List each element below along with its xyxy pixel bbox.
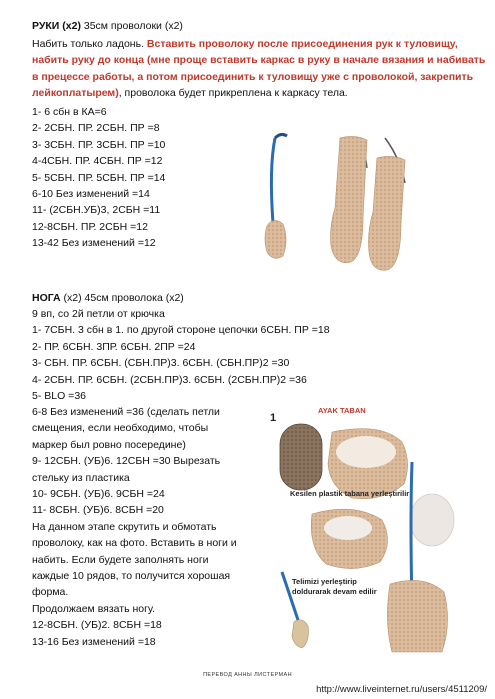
- legs-heading-rest: (х2) 45см проволока (х2): [60, 292, 184, 304]
- arms-row: 6-10 Без изменений =14: [32, 188, 150, 201]
- legs-row: маркер был ровно посередине): [32, 438, 186, 451]
- arms-heading: [32, 18, 183, 34]
- legs-rows-narrow: [32, 404, 257, 650]
- legs-row: 11- 8СБН. (УБ)6. 8СБН =20: [32, 504, 164, 517]
- arms-intro-red-1: Вставить проволоку после присоединения рук к туловищу,: [146, 38, 458, 50]
- kesilen-label: Kesilen plastik tabana yerleştirilir: [290, 489, 410, 498]
- arm-piece: [369, 156, 406, 270]
- telimizi-label-2: doldurarak devam edilir: [292, 587, 377, 596]
- legs-heading: [32, 290, 184, 306]
- legs-row: 1- 7СБН. 3 сбн в 1. по другой стороне цепочки 6СБН. ПР =18: [32, 324, 330, 337]
- arms-row: 11- (2СБН.УБ)3, 2СБН =11: [32, 204, 161, 217]
- arms-row: 4-4СБН. ПР. 4СБН. ПР =12: [32, 155, 163, 168]
- legs-row: стельку из пластика: [32, 471, 130, 484]
- telimizi-label-1: Telimizi yerleştirip: [292, 577, 357, 586]
- arms-intro-prefix: Набить только ладонь.: [32, 38, 147, 50]
- legs-photo: [262, 402, 467, 657]
- legs-row: каждые 10 рядов, то получится хорошая: [32, 570, 231, 583]
- legs-row: 13-16 Без изменений =18: [32, 635, 156, 648]
- arms-row: 3- 3СБН. ПР. 3СБН. ПР =10: [32, 138, 166, 151]
- photo-number: 1: [270, 412, 277, 424]
- arms-intro-red-3: в прецессе работы, а потом присоединить к туловищу уже с проволокой, закрепить: [32, 70, 474, 83]
- legs-row: На данном этапе скрутить и обмотать: [32, 520, 217, 533]
- arms-intro-red-2: набить руку до конца (мне проще вставить каркас в руку в начале вязания и набивать: [32, 54, 486, 67]
- arms-row: 12-8СБН. ПР. 2СБН =12: [32, 220, 148, 233]
- legs-row: 3- СБН. ПР. 6СБН. (СБН.ПР)3. 6СБН. (СБН.ПР)2 =30: [32, 357, 290, 370]
- legs-row: 9 вп, со 2й петли от крючка: [32, 308, 165, 320]
- arms-rows: [32, 104, 252, 252]
- legs-row: 9- 12СБН. (УБ)6. 12СБН =30 Вырезать: [32, 455, 221, 468]
- arms-heading-rest: 35см проволоки (х2): [80, 20, 183, 32]
- arms-intro-suffix: , проволока будет прикреплена к каркасу тела.: [118, 87, 348, 100]
- wire-left: [271, 138, 275, 223]
- translator-credit: ПЕРЕВОД АННЫ ЛИСТЕРМАН: [203, 672, 292, 678]
- arms-intro: [32, 36, 486, 102]
- tape-end: [292, 620, 308, 648]
- stuffed-leg: [387, 580, 447, 652]
- arms-photo: [255, 128, 435, 278]
- arm-piece: [331, 136, 368, 262]
- legs-row: 2- ПР. 6СБН. 3ПР. 6СБН. 2ПР =24: [32, 340, 196, 353]
- arms-row: 2- 2СБН. ПР. 2СБН. ПР =8: [32, 122, 160, 135]
- legs-rows-full: [32, 306, 472, 404]
- legs-row: 5- BLO =36: [32, 390, 86, 403]
- legs-row: 12-8СБН. (УБ)2. 8СБН =18: [32, 619, 162, 632]
- arms-row: 5- 5СБН. ПР. 5СБН. ПР =14: [32, 171, 166, 184]
- legs-row: 10- 9СБН. (УБ)6. 9СБН =24: [32, 488, 165, 501]
- watermark-url: http://www.liveinternet.ru/users/4511209/: [316, 684, 487, 695]
- legs-row: 6-8 Без изменений =36 (сделать петли: [32, 406, 220, 418]
- legs-row: Продолжаем вязать ногу.: [32, 602, 156, 615]
- palm-piece: [265, 220, 286, 258]
- legs-row: набить. Если будете заполнять ноги: [32, 553, 209, 566]
- ayak-taban-label: AYAK TABAN: [318, 406, 366, 415]
- legs-heading-bold: НОГА: [32, 292, 61, 304]
- plastic-insole: [410, 494, 454, 546]
- sole-piece: [280, 424, 322, 490]
- legs-row: смещения, если необходимо, чтобы: [32, 422, 209, 435]
- legs-row: проволоку, как на фото. Вставить в ноги и: [32, 537, 237, 550]
- legs-row: форма.: [32, 586, 69, 599]
- arms-intro-red-4: лейкоплатырем): [32, 87, 119, 100]
- arms-heading-bold: РУКИ (х2): [32, 20, 81, 32]
- legs-row: 4- 2СБН. ПР. 6СБН. (2СБН.ПР)3. 6СБН. (2СБН.ПР)2 =36: [32, 373, 307, 386]
- arms-row: 13-42 Без изменений =12: [32, 237, 156, 250]
- arms-row: 1- 6 сбн в КА=6: [32, 106, 107, 118]
